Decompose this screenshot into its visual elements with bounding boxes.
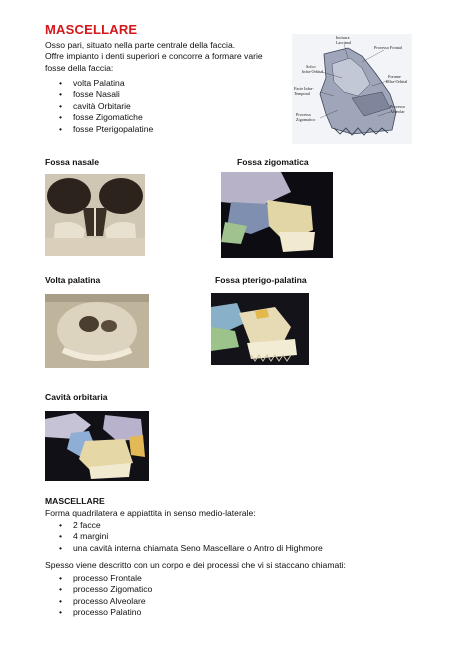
label-forame: Forame — [388, 74, 401, 79]
label-temporal: Temporal — [294, 91, 310, 96]
list-item: • 2 facce — [45, 520, 445, 531]
list-item: • cavità Orbitarie — [45, 101, 265, 112]
maxilla-diagram — [292, 34, 412, 144]
list-item: • processo Zigomatico — [45, 584, 345, 595]
features-list — [45, 520, 445, 554]
label-alveolar: Alveolar — [390, 109, 405, 114]
fossa-nasale-image — [45, 174, 145, 256]
list-item: • volta Palatina — [45, 78, 265, 89]
list-item: • fosse Pterigopalatine — [45, 124, 265, 135]
fossa-zigomatica-image — [221, 172, 333, 258]
processi-list — [45, 573, 345, 619]
list-item: • fosse Nasali — [45, 89, 265, 100]
cavita-orbitaria-image — [45, 411, 149, 481]
list-item: • processo Frontale — [45, 573, 345, 584]
section-line: Forma quadrilatera e appiattita in senso medio-laterale: — [45, 508, 256, 518]
label-infra-orbital-left: Infra-Orbital — [302, 69, 324, 74]
label-faccia: Facie Infra- — [294, 86, 314, 91]
label-infra-orbital-right: Infra-Orbital — [386, 79, 408, 84]
list-item: • processo Palatino — [45, 607, 345, 618]
intro-line: Osso pari, situato nella parte centrale della faccia. — [45, 40, 236, 50]
label-zigomatico: Zigomatico — [296, 117, 316, 122]
label-processo-left: Processo — [296, 112, 311, 117]
label-processo-right: Processo — [390, 104, 405, 109]
section-line: Spesso viene descritto con un corpo e dei processi che vi si staccano chiamati: — [45, 560, 346, 570]
volta-palatina-image — [45, 294, 149, 368]
label-lacrimal: Lacrimal — [336, 40, 352, 45]
caption-fossa-zigomatica: Fossa zigomatica — [237, 157, 309, 167]
fosse-list — [45, 78, 265, 135]
caption-fossa-nasale: Fossa nasale — [45, 157, 99, 167]
intro-text — [45, 40, 295, 74]
caption-fossa-pterigo: Fossa pterigo-palatina — [215, 275, 307, 285]
caption-cavita-orbitaria: Cavità orbitaria — [45, 392, 108, 402]
page-title: MASCELLARE — [45, 22, 138, 37]
section-title: MASCELLARE — [45, 496, 105, 506]
label-incisura: Incisura — [336, 35, 350, 40]
caption-volta-palatina: Volta palatina — [45, 275, 101, 285]
label-processo-frontal: Processo Frontal — [374, 45, 403, 50]
list-item: • una cavità interna chiamata Seno Mascellare o Antro di Highmore — [45, 543, 445, 554]
fossa-pterigo-image — [211, 293, 309, 365]
list-item: • 4 margini — [45, 531, 445, 542]
intro-line: fosse della faccia: — [45, 62, 114, 73]
label-solco: Solco — [306, 64, 316, 69]
intro-line: Offre impianto i denti superiori e concorre a formare varie — [45, 51, 263, 62]
list-item: • fosse Zigomatiche — [45, 112, 265, 123]
list-item: • processo Alveolare — [45, 596, 345, 607]
